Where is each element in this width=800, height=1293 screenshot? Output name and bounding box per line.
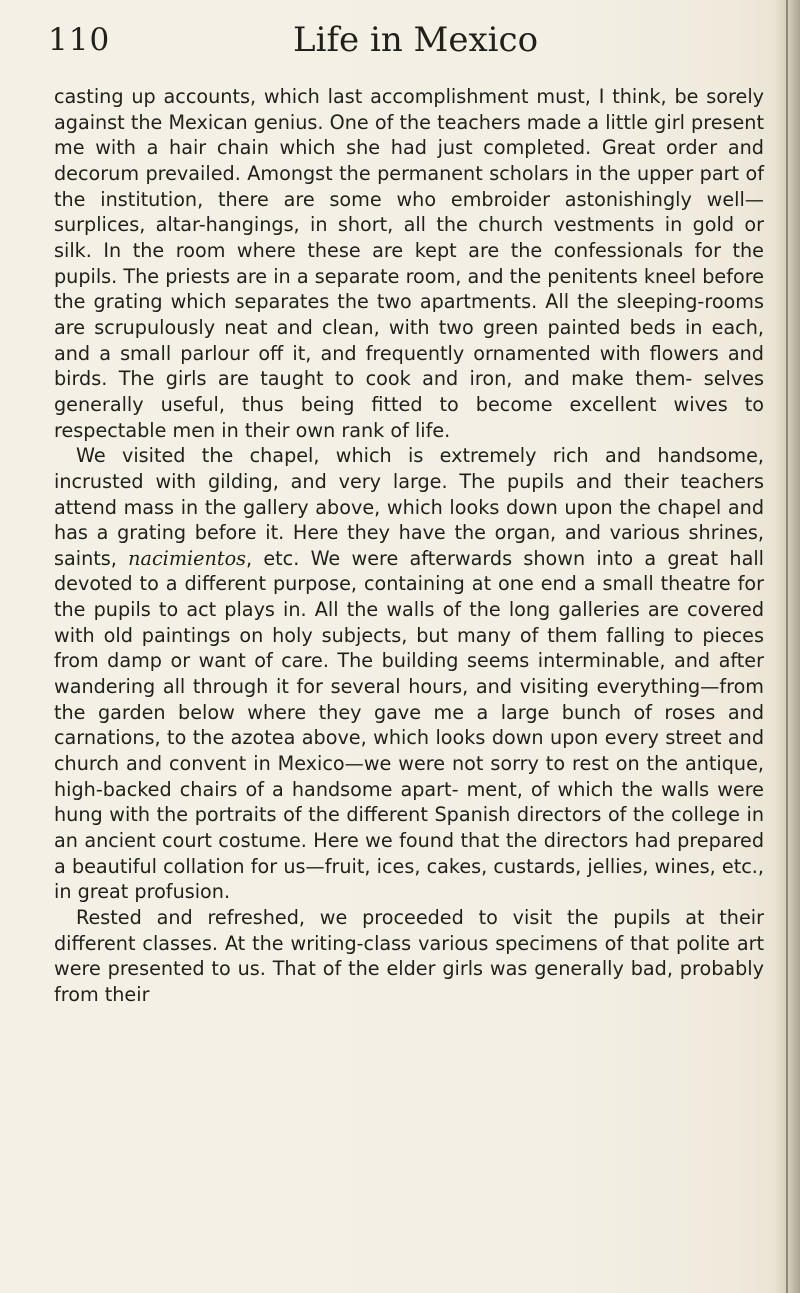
body-text bbox=[54, 84, 764, 1008]
paragraph-1 bbox=[54, 84, 764, 443]
page-number: 110 bbox=[48, 22, 111, 58]
paragraph-2-text-b: , etc. We were afterwards shown into a great hall devoted to a different purpose, containing at one end a small theatre for the pupils to act plays in. All the walls of the long galleries are covered with old paintings on holy subjects, but many of them falling to pieces from damp or want of care. The building seems interminable, and after wandering all through it for several hours, and visiting everything—from the garden below where they gave me a large bunch of roses and carnations, to the azotea above, which looks down upon every street and church and convent in Mexico—we were not sorry to rest on the antique, high-backed chairs of a handsome apart- ment, of which the walls were hung with the portraits of the different Spanish directors of the college in an ancient court costume. Here we found that the directors had prepared a beautiful collation for us—fruit, ices, cakes, custards, jellies, wines, etc., in great profusion. bbox=[54, 546, 764, 904]
paragraph-1-text: casting up accounts, which last accomplishment must, I think, be sorely against the Mexican genius. One of the teachers made a little girl present me with a hair chain which she had just completed. Great order and decorum prevailed. Amongst the permanent scholars in the upper part of the institution, there are some who embroider astonishingly well—surplices, altar-hangings, in short, all the church vestments in gold or silk. In the room where these are kept are the confessionals for the pupils. The priests are in a separate room, and the penitents kneel before the grating which separates the two apartments. All the sleeping-rooms are scrupulously neat and clean, with two green painted beds in each, and a small parlour off it, and frequently ornamented with flowers and birds. The girls are taught to cook and iron, and make them- selves generally useful, thus being fitted to become excellent wives to respectable men in their own rank of life. bbox=[54, 85, 764, 442]
italic-term: nacimientos bbox=[128, 546, 246, 570]
paragraph-3 bbox=[54, 905, 764, 1008]
page-header bbox=[36, 18, 756, 68]
page-edge-line bbox=[786, 0, 788, 1293]
running-title: Life in Mexico bbox=[293, 20, 539, 60]
paragraph-2-text-a: We visited the chapel, which is extremely rich and handsome, incrusted with gilding, and very large. The pupils and their teachers attend mass in the gallery above, which looks down upon the chapel and has a grating before it. Here they have the organ, and various shrines, saints, bbox=[54, 444, 764, 570]
paragraph-2 bbox=[54, 443, 764, 905]
paragraph-3-text: Rested and refreshed, we proceeded to visit the pupils at their different classes. At the writing-class various specimens of that polite art were presented to us. That of the elder girls was generally bad, probably from their bbox=[54, 906, 764, 1006]
